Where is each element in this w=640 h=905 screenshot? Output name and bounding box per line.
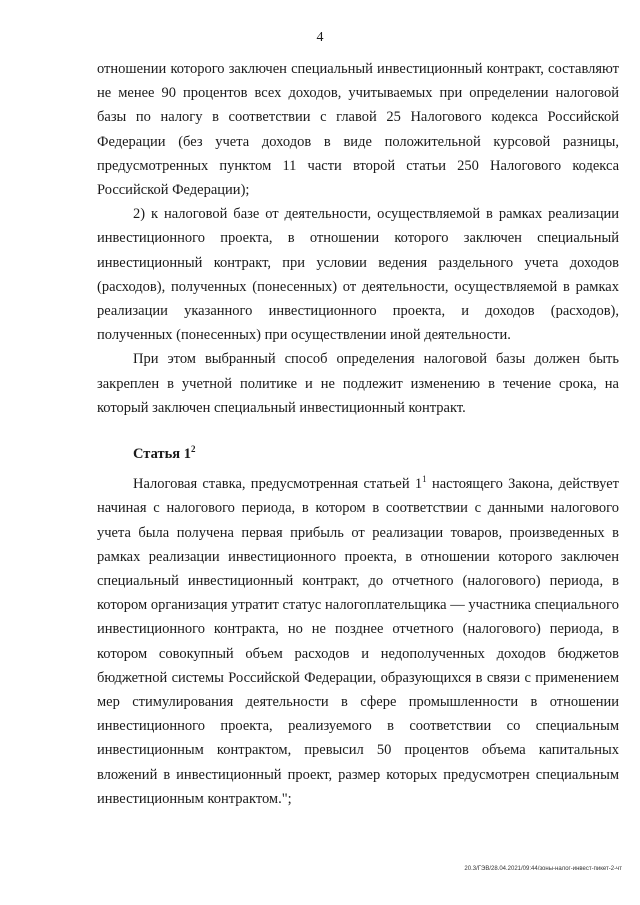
article-text-start: Налоговая ставка, предусмотренная статьей 1 [133,476,423,493]
article-title-superscript: 2 [190,444,196,455]
article-text-superscript: 1 [422,474,427,485]
article-title: Статья 1 [133,446,191,463]
article-paragraph [97,472,619,811]
paragraph-tax-base-note: При этом выбранный способ определения налоговой базы должен быть закреплен в учетной политике и не подлежит изменению в течение срока, на который заключен специальный инвестиционный контракт. [97,351,619,416]
page-number: 4 [316,30,324,45]
paragraph-item-2: 2) к налоговой базе от деятельности, осуществляемой в рамках реализации инвестиционного проекта, в отношении которого заключен специальный инвестиционный контракт, при условии ведения раздельного учета доходов (расходов), полученных (понесенных) от деятельности, осуществляемой в рамках реализации указанного инвестиционного проекта, и доходов (расходов), полученных (понесенных) при осуществлении иной деятельности. [97,206,619,344]
footer-stamp: 20.3/ГЭВ/28.04.2021/09:44/зоны-налог-инвест-пикет-2-чт [464,866,622,872]
document-body [97,57,619,811]
article-heading [97,442,619,466]
article-text-rest: настоящего Закона, действует начиная с налогового периода, в котором в соответствии с данными налогового учета была получена первая прибыль от реализации товаров, произведенных в рамках реализации инвестиционного проекта, в отношении которого заключен специальный инвестиционный контракт, до отчетного (налогового) периода, в котором организация утратит статус налогоплательщика — участника специального инвестиционного контракта, но не позднее отчетного (налогового) периода, в котором совокупный объем расходов и недополученных доходов бюджетов бюджетной системы Российской Федерации, образующихся в связи с применением мер стимулирования деятельности в сфере промышленности в отношении инвестиционного проекта, реализуемого в соответствии со специальным инвестиционным контрактом, превысил 50 процентов объема капитальных вложений в инвестиционный проект, размер которых предусмотрен специальным инвестиционным контрактом."; [97,476,619,807]
paragraph-continuation: отношении которого заключен специальный инвестиционный контракт, составляют не менее 90 процентов всех доходов, учитываемых при определении налоговой базы по налогу в соответствии с главой 25 Налогового кодекса Российской Федерации (без учета доходов в виде положительной курсовой разницы, предусмотренных пунктом 11 части второй статьи 250 Налогового кодекса Российской Федерации); [97,61,619,199]
